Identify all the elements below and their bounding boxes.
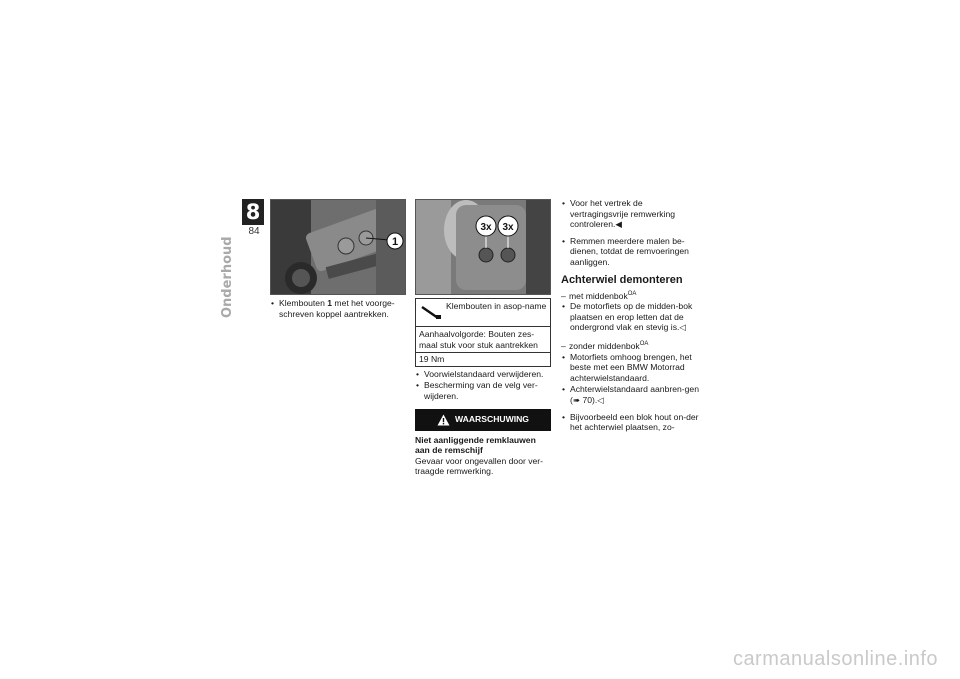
torque-title: Klembouten in asop-name <box>446 301 547 311</box>
list-item <box>270 298 406 319</box>
watermark: carmanualsonline.info <box>732 648 938 670</box>
photo2-callout-right: 3x <box>502 222 514 233</box>
chapter-number: 8 <box>242 199 264 225</box>
list-item: • Voor het vertrek de vertragingsvrije remwerking controleren.◀ <box>561 198 699 230</box>
warning-heading: Niet aanliggende remklauwen aan de remschijf <box>415 434 536 456</box>
warning-text: Gevaar voor ongevallen door ver-traagde remwerking. <box>415 455 544 477</box>
photo2-callout-left: 3x <box>480 222 492 233</box>
photo1-callout: 1 <box>391 236 399 248</box>
brake-caliper-photo <box>415 199 551 295</box>
list-item: • De motorfiets op de midden-bok plaatsen en erop letten dat de ondergrond vlak en stevig is.◁ <box>561 301 699 333</box>
warning-label: WAARSCHUWING <box>455 414 529 425</box>
torque-wrench-icon <box>419 301 443 323</box>
list-item: • Motorfiets omhoog brengen, het beste met een BMW Motorrad achterwielstandaard. <box>561 352 699 384</box>
torque-value: 19 Nm <box>419 354 445 365</box>
warning-icon <box>437 414 450 426</box>
bullet-reference: 1 <box>327 298 333 308</box>
list-item: • Bescherming van de velg ver-wijderen. <box>415 380 551 401</box>
condition-text: zonder middenbok <box>569 340 640 351</box>
optional-equipment-mark: OA <box>639 341 649 348</box>
optional-equipment-mark: OA <box>627 290 637 297</box>
torque-table <box>415 298 551 367</box>
condition-line <box>561 341 699 352</box>
list-item: • Remmen meerdere malen be-dienen, totdat de remvoeringen aanliggen. <box>561 236 699 268</box>
column-left <box>270 298 406 320</box>
list-item: • Achterwielstandaard aanbren-gen (➠ 70).◁ <box>561 384 699 405</box>
condition-line <box>561 291 699 302</box>
clamp-bolts-photo <box>270 199 406 295</box>
condition-text: met middenbok <box>569 290 628 301</box>
bullet-text-pre: Klembouten <box>279 298 328 308</box>
list-item: • Bijvoorbeeld een blok hout on-der het achterwiel plaatsen, zo- <box>561 412 699 433</box>
column-right <box>561 198 699 434</box>
bullet-text-post: met het voorge-schreven koppel aantrekken. <box>279 298 395 319</box>
list-item: • Voorwielstandaard verwijderen. <box>415 369 551 380</box>
section-title: Achterwiel demonteren <box>561 273 683 286</box>
torque-spec: Aanhaalvolgorde: Bouten zes-maal stuk voor stuk aantrekken <box>416 327 550 353</box>
side-title: Onderhoud <box>220 236 235 318</box>
page-number: 84 <box>248 226 260 237</box>
column-middle <box>415 298 551 477</box>
warning-banner <box>415 409 551 431</box>
